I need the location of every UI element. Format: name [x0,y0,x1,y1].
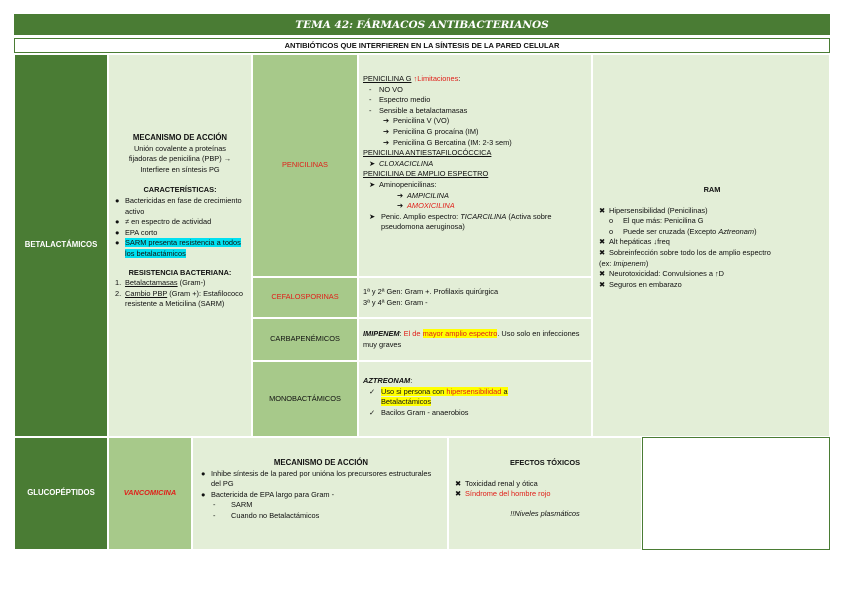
list-item [369,408,587,419]
niveles-plasmaticos-note: !!Niveles plasmáticos [510,508,580,518]
cross-icon: ✖ [599,247,606,257]
cambio-pbp-text: Cambio PBP [125,288,168,298]
item-rest: (Gram +): Estafilococo resistente a Meticilina (SARM) [125,288,243,309]
carbapenemicos-label [252,318,358,361]
amoxicilina-text: AMOXICILINA [407,201,455,211]
list-item-text: Neurotoxicidad: Convulsiones a ↑D [609,269,725,279]
caracteristicas-heading: CARACTERÍSTICAS: [143,185,217,195]
list-item-text: Bactericida de EPA largo para Gram - [211,489,335,499]
list-item [455,489,635,500]
caracteristicas-list [115,196,245,260]
cloxaciclina-text: CLOXACICLINA [379,158,434,168]
list-item-text: Espectro medio [379,95,431,105]
imipenem-text: IMIPENEM [363,328,400,338]
section-subtitle: ANTIBIÓTICOS QUE INTERFIEREN EN LA SÍNTESIS DE LA PARED CELULAR [14,38,830,53]
example-text: ) [645,258,649,268]
arrowhead-icon: ➤ [369,158,376,168]
ram-cell [592,54,830,437]
colon: : [399,328,404,338]
ram-heading: RAM [703,185,721,194]
list-item: ● EPA corto [115,227,158,237]
el-de-text: El de [403,328,423,338]
list-item: ● Inhibe síntesis de la pared por unióna los precursores estructurales del PG [201,468,432,489]
cefalosporinas-line-1: 1ª y 2ª Gen: Gram +. Profilaxis quirúrgica [363,286,499,296]
list-item-text: Bacilos Gram - anaerobios [381,407,469,417]
list-item-text: Toxicidad renal y ótica [465,478,538,488]
resistencia-item-1 [115,278,245,289]
list-item-text: NO VO [379,84,403,94]
list-item-text: Hipersensibilidad (Penicilinas) [609,205,708,215]
ampicilina-text: AMPICILINA [407,190,449,200]
glucopeptidos-label [14,437,108,550]
list-item [599,248,825,259]
list-item [369,212,587,233]
penicilinas-label-text: PENICILINAS [281,160,328,170]
list-item [383,116,587,127]
list-item [383,138,587,149]
list-item-text: Betalactámicos [381,397,432,407]
item-number: 2. [115,288,122,298]
list-item-text: Cuando no Betalactámicos [231,510,320,520]
cefalosporinas-line-2: 3ª y 4ª Gen: Gram - [363,297,428,307]
cefalosporinas-label-text: CEFALOSPORINAS [271,292,339,302]
list-item [397,201,587,212]
penicilinas-content [358,54,592,277]
list-item: - Cuando no Betalactámicos [213,510,320,520]
example-text: (ex: [599,258,614,268]
cross-icon: ✖ [599,269,606,279]
penicilina-g-text: PENICILINA G [363,74,412,83]
list-item [455,479,635,490]
list-item [599,280,825,291]
list-item [609,227,825,238]
list-item [599,206,825,217]
list-item-text: Sensible a betalactamasas [379,105,468,115]
hipersensibilidad-highlight: hipersensibilidad [446,386,502,396]
list-item-text: Bactericidas en fase de crecimiento activo [125,195,242,216]
ram-example [599,259,825,270]
cross-icon: ✖ [455,478,462,488]
carbapenemicos-label-text: CARBAPENÉMICOS [270,334,340,344]
list-item: ● ≠ en espectro de actividad [115,217,212,227]
list-item: ● Bactericida de EPA largo para Gram - [201,489,335,499]
page-title: TEMA 42: FÁRMACOS ANTIBACTERIANOS [14,14,830,35]
arrow-icon: ➔ [383,137,390,147]
vancomicina-mecanismo-cell [192,437,448,550]
list-item-text: Penicilina V (VO) [393,116,450,126]
mecanismo-line-1: Unión covalente a proteínas [133,143,227,153]
penicilina-g-heading [363,74,587,85]
arrowhead-icon: ➤ [369,179,376,189]
aztreonam-text: AZTREONAM [363,376,411,385]
circle-bullet-icon: o [609,226,614,236]
list-item-text: Aminopenicilinas: [379,179,437,189]
list-item [369,180,587,191]
monobactamicos-label [252,361,358,437]
resistencia-heading: RESISTENCIA BACTERIANA: [128,267,232,277]
list-item-text: EPA corto [125,227,158,237]
cefalosporinas-label [252,277,358,318]
list-item [599,237,825,248]
sarm-highlight: SARM presenta resistencia a todos los betalactámicos [125,238,241,258]
check-icon: ✓ [369,386,376,396]
arrow-icon: ➔ [383,126,390,136]
list-item [369,387,587,408]
item-rest: (Gram-) [177,278,206,288]
list-item: - Espectro medio [369,95,431,105]
list-item [383,127,587,138]
arrow-icon: ➔ [383,116,390,126]
list-item-text: El que más: Penicilina G [623,216,704,226]
list-item-text: (Activa sobre pseudomona aeruginosa) [381,211,552,232]
list-item [599,269,825,280]
arrow-icon: ➔ [397,201,404,211]
mayor-amplio-espectro-highlight: mayor amplio espectro [422,328,498,338]
list-item: - NO VO [369,84,403,94]
betalactamasas-text: Betalactamasas [125,278,178,288]
cross-icon: ✖ [455,489,462,499]
vancomicina-text: VANCOMICINA [123,488,177,498]
imipenem-description [363,329,587,350]
carbapenemicos-content [358,318,592,361]
list-item-text: SARM [231,500,253,510]
amplio-espectro-heading: PENICILINA DE AMPLIO ESPECTRO [363,169,489,179]
mecanismo-heading: MECANISMO DE ACCIÓN [132,133,228,142]
empty-cell [642,437,830,550]
list-item-text: Puede ser cruzada (Excepto [623,226,719,236]
item-number: 1. [115,278,122,288]
cross-icon: ✖ [599,237,606,247]
monobactamicos-label-text: MONOBACTÁMICOS [269,393,341,403]
ticarcilina-text: TICARCILINA [460,211,507,221]
glucopeptidos-label-text: GLUCOPÉPTIDOS [27,488,95,498]
arrow-icon: ➔ [397,190,404,200]
list-item: - SARM [213,500,253,510]
resistencia-item-2 [115,289,245,310]
list-item [397,191,587,202]
betalactamicos-label-text: BETALACTÁMICOS [24,240,98,250]
aztreonam-heading [363,376,587,387]
imipenem-text: Imipenem [613,258,646,268]
list-item-text: Alt hepáticas ↓freq [609,237,670,247]
list-item-text: Penicilina G Bercatina (IM: 2-3 sem) [393,137,512,147]
list-item-text: ) [754,226,757,236]
limitaciones-text: ↑Limitaciones [411,74,459,83]
vancomicina-label [108,437,192,550]
vancomicina-mecanismo-heading: MECANISMO DE ACCIÓN [273,458,369,467]
betalactamicos-general-cell [108,54,252,437]
cefalosporinas-content [358,277,592,318]
list-item-text: Seguros en embarazo [609,279,682,289]
rest-text: . Uso solo en infecciones muy graves [363,328,580,349]
list-item-text: Sobreinfección sobre todo los de amplio espectro [609,247,771,257]
mecanismo-line-2: fijadoras de penicilina (PBP) → [128,154,232,164]
list-item: ● Bactericidas en fase de crecimiento activo [115,195,242,216]
list-item-text: Uso si persona con [381,386,447,396]
colon: : [410,376,413,385]
list-item: - Sensible a betalactamasas [369,105,468,115]
arrowhead-icon: ➤ [369,211,376,221]
monobactamicos-content [358,361,592,437]
colon: : [458,74,461,83]
list-item: ● SARM presenta resistencia a todos los betalactámicos [115,238,241,258]
list-item-text: Penic. Amplio espectro: [381,211,461,221]
check-icon: ✓ [369,407,376,417]
vancomicina-efectos-cell [448,437,642,550]
aztreonam-text: Aztreonam [718,226,755,236]
mecanismo-line-3: Interfiere en síntesis PG [140,164,220,174]
circle-bullet-icon: o [609,216,614,226]
list-item-text: Penicilina G procaína (IM) [393,126,479,136]
sindrome-hombre-rojo-text: Síndrome del hombre rojo [465,489,551,499]
list-item [609,216,825,227]
penicilinas-label [252,54,358,277]
list-item-text: a [501,386,508,396]
antiestafilococcica-heading: PENICILINA ANTIESTAFILOCÓCCICA [363,148,492,158]
list-item [369,159,587,170]
betalactamicos-label [14,54,108,437]
list-item-text: ≠ en espectro de actividad [125,217,212,227]
list-item-text: Inhibe síntesis de la pared por unióna los precursores estructurales del PG [211,468,432,489]
cross-icon: ✖ [599,205,606,215]
cross-icon: ✖ [599,279,606,289]
efectos-toxicos-heading: EFECTOS TÓXICOS [509,458,581,467]
